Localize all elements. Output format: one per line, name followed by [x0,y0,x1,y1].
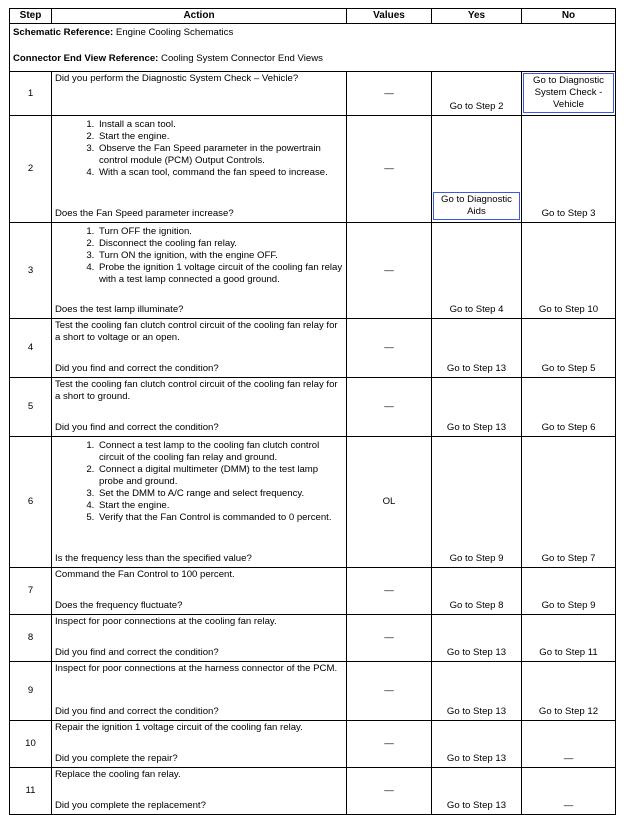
yes-cell [432,116,522,223]
action-step-item: 3. Set the DMM to A/C range and select frequency. [97,488,343,500]
yes-cell [432,378,522,437]
action-step-item: 2. Start the engine. [97,131,343,143]
yes-cell [432,768,522,815]
value-cell: — [347,662,432,721]
step-number: 11 [10,768,52,815]
no-cell [522,568,616,615]
no-link[interactable]: Go to Step 9 [541,600,596,611]
yes-cell [432,662,522,721]
value-cell: — [347,768,432,815]
action-cell [52,319,347,378]
action-text: Test the cooling fan clutch control circuit of the cooling fan relay for a short to ground. [55,379,338,402]
no-cell [522,662,616,721]
action-text: Repair the ignition 1 voltage circuit of the cooling fan relay. [55,722,303,733]
action-question: Did you complete the repair? [55,753,178,764]
action-question: Did you find and correct the condition? [55,363,219,374]
step-number: 7 [10,568,52,615]
yes-link[interactable]: Go to Step 13 [446,706,507,717]
no-cell [522,378,616,437]
action-body [55,438,343,524]
no-link[interactable]: Go to Step 3 [541,208,596,219]
action-step-item: 5. Verify that the Fan Control is commanded to 0 percent. [97,512,343,524]
value-cell: — [347,223,432,319]
action-question: Does the frequency fluctuate? [55,600,183,611]
action-question: Did you find and correct the condition? [55,647,219,658]
yes-cell [432,615,522,662]
action-content [52,116,346,222]
action-step-item: 4. Start the engine. [97,500,343,512]
action-text: Inspect for poor connections at the cooling fan relay. [55,616,277,627]
action-content [52,615,346,661]
action-cell [52,378,347,437]
table-row [10,223,616,319]
no-cell [522,223,616,319]
step-number: 4 [10,319,52,378]
no-cell [522,437,616,568]
action-step-item: 2. Connect a digital multimeter (DMM) to the test lamp probe and ground. [97,464,343,488]
yes-link[interactable]: Go to Step 13 [446,753,507,764]
table-row [10,768,616,815]
action-content [52,662,346,720]
action-step-item: 1. Connect a test lamp to the cooling fan clutch control circuit of the cooling fan relay and ground. [97,440,343,464]
diagnostic-table-wrapper [9,8,616,815]
step-number: 9 [10,662,52,721]
yes-cell [432,721,522,768]
table-row [10,72,616,116]
action-cell [52,615,347,662]
yes-link[interactable]: Go to Step 13 [446,422,507,433]
action-body [55,569,343,581]
action-text: Test the cooling fan clutch control circuit of the cooling fan relay for a short to voltage or an open. [55,320,338,343]
table-row [10,378,616,437]
step-number: 1 [10,72,52,116]
value-cell: — [347,378,432,437]
yes-cell [432,568,522,615]
yes-link[interactable]: Go to Step 13 [446,363,507,374]
action-cell [52,116,347,223]
action-content [52,223,346,318]
table-row [10,662,616,721]
action-step-item: 3. Turn ON the ignition, with the engine OFF. [97,250,343,262]
action-content [52,378,346,436]
no-link[interactable]: Go to Step 5 [541,363,596,374]
no-cell [522,72,616,116]
yes-cell [432,319,522,378]
action-step-item: 4. With a scan tool, command the fan speed to increase. [97,167,343,179]
header-values: Values [347,9,432,24]
action-body [55,73,343,85]
value-cell: OL [347,437,432,568]
table-row [10,615,616,662]
table-row [10,319,616,378]
value-cell: — [347,72,432,116]
action-body [55,117,343,179]
action-question: Does the Fan Speed parameter increase? [55,208,234,219]
connector-reference [13,53,612,65]
action-cell [52,568,347,615]
step-number: 6 [10,437,52,568]
yes-cell [432,437,522,568]
header-no: No [522,9,616,24]
yes-link[interactable]: Go to Step 9 [449,553,504,564]
no-link[interactable]: Go to Step 11 [539,647,598,658]
table-row [10,568,616,615]
action-steps-list [55,119,343,179]
action-body [55,663,343,675]
action-cell [52,437,347,568]
value-cell: — [347,615,432,662]
action-text: Command the Fan Control to 100 percent. [55,569,235,580]
step-number: 2 [10,116,52,223]
no-link: — [563,753,574,764]
action-step-item: 2. Disconnect the cooling fan relay. [97,238,343,250]
diagnostic-table [9,8,616,815]
action-body [55,379,343,403]
action-body [55,722,343,734]
yes-cell [432,72,522,116]
no-link[interactable]: Go to Diagnostic System Check - Vehicle [523,73,614,113]
header-yes: Yes [432,9,522,24]
yes-link[interactable]: Go to Step 2 [449,101,504,112]
action-step-item: 1. Turn OFF the ignition. [97,226,343,238]
action-step-item: 3. Observe the Fan Speed parameter in the powertrain control module (PCM) Output Controls. [97,143,343,167]
header-action: Action [52,9,347,24]
reference-cell [10,24,616,72]
action-step-item: 4. Probe the ignition 1 voltage circuit of the cooling fan relay with a test lamp connected a good ground. [97,262,343,286]
action-cell [52,721,347,768]
value-cell: — [347,568,432,615]
action-content [52,72,346,113]
no-cell [522,768,616,815]
no-cell [522,721,616,768]
action-step-item: 1. Install a scan tool. [97,119,343,131]
action-text: Inspect for poor connections at the harness connector of the PCM. [55,663,338,674]
step-number: 5 [10,378,52,437]
yes-link[interactable]: Go to Diagnostic Aids [433,192,520,220]
yes-link[interactable]: Go to Step 8 [449,600,504,611]
no-link[interactable]: Go to Step 12 [538,706,599,717]
step-number: 3 [10,223,52,319]
yes-cell [432,223,522,319]
action-content [52,768,346,814]
action-cell [52,223,347,319]
action-question: Is the frequency less than the specified value? [55,553,252,564]
action-cell [52,72,347,116]
reference-row [10,24,616,72]
action-cell [52,768,347,815]
action-cell [52,662,347,721]
header-step: Step [10,9,52,24]
table-row [10,116,616,223]
action-steps-list [55,440,343,524]
step-number: 10 [10,721,52,768]
no-cell [522,319,616,378]
table-row [10,721,616,768]
table-row [10,437,616,568]
value-cell: — [347,319,432,378]
action-body [55,224,343,286]
no-cell [522,615,616,662]
no-link[interactable]: Go to Step 6 [541,422,596,433]
value-cell: — [347,721,432,768]
action-question: Did you complete the replacement? [55,800,206,811]
step-number: 8 [10,615,52,662]
action-text: Did you perform the Diagnostic System Check – Vehicle? [55,73,299,84]
action-body [55,616,343,628]
connector-reference-link[interactable]: Cooling System Connector End Views [161,53,323,64]
action-question: Did you find and correct the condition? [55,422,219,433]
schematic-reference-link[interactable]: Engine Cooling Schematics [115,27,234,38]
value-cell: — [347,116,432,223]
action-steps-list [55,226,343,286]
schematic-reference [13,27,612,39]
action-text: Replace the cooling fan relay. [55,769,181,780]
action-content [52,721,346,767]
no-link: — [563,800,574,811]
schematic-reference-label: Schematic Reference: [13,27,114,38]
action-body [55,320,343,344]
no-link[interactable]: Go to Step 10 [538,304,599,315]
yes-link[interactable]: Go to Step 13 [446,800,507,811]
header-row [10,9,616,24]
yes-link[interactable]: Go to Step 4 [449,304,504,315]
yes-link[interactable]: Go to Step 13 [446,647,507,658]
action-body [55,769,343,781]
action-content [52,437,346,567]
connector-reference-label: Connector End View Reference: [13,53,159,64]
action-content [52,319,346,377]
action-question: Does the test lamp illuminate? [55,304,184,315]
action-question: Did you find and correct the condition? [55,706,219,717]
no-cell [522,116,616,223]
no-link[interactable]: Go to Step 7 [541,553,596,564]
action-content [52,568,346,614]
